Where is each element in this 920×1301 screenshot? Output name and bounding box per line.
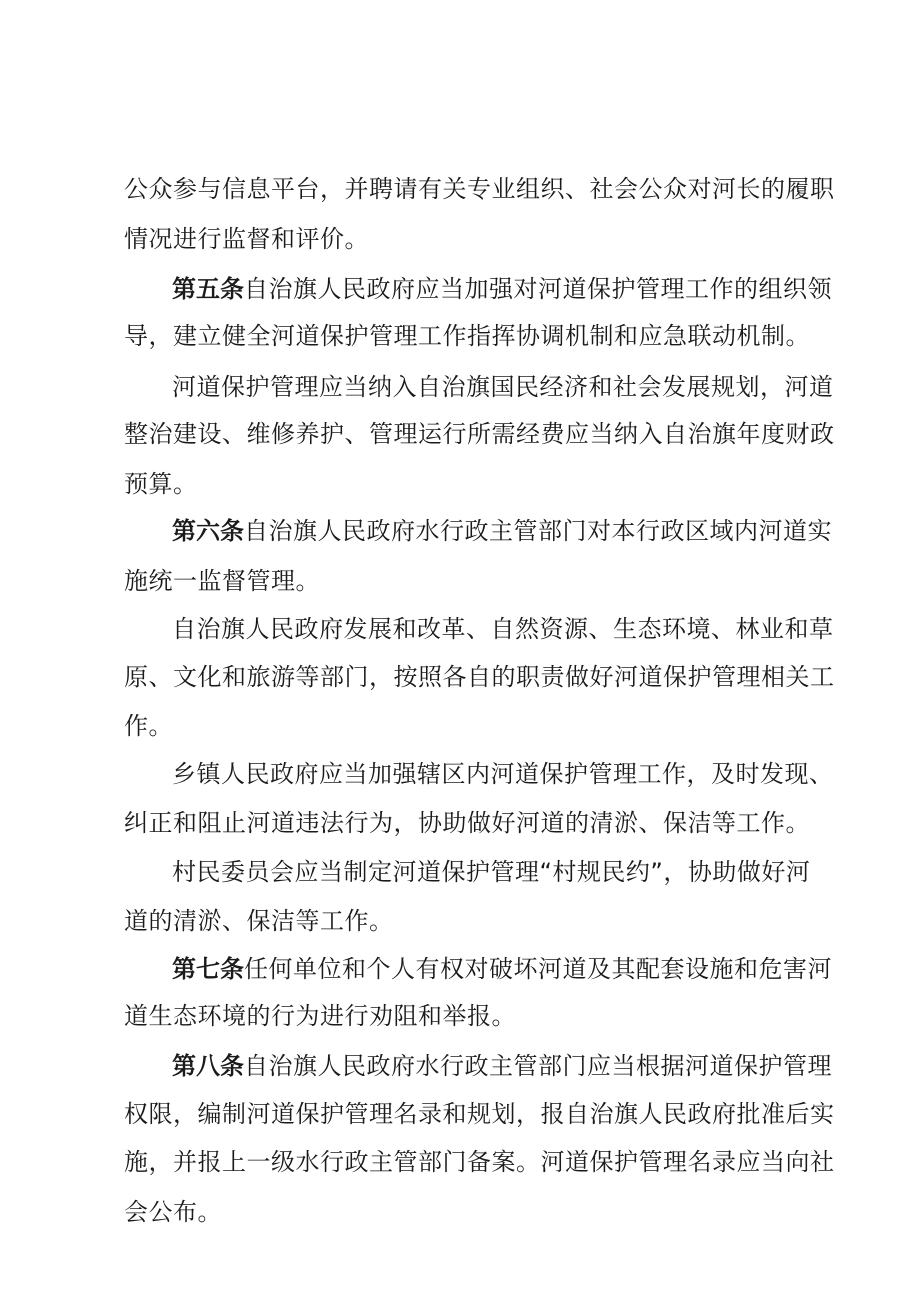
- text-line: [172, 757, 834, 791]
- text-line: [124, 904, 394, 938]
- line-text: 自治旗人民政府水行政主管部门对本行政区域内河道实: [244, 517, 832, 545]
- article-7-first-line: [172, 952, 832, 986]
- line-text: 河道保护管理应当纳入自治旗国民经济和社会发展规划，河道: [172, 373, 834, 401]
- text-line: [124, 999, 516, 1033]
- article-number: 第六条: [172, 517, 244, 545]
- text-line: [124, 172, 835, 206]
- line-text: 道的清淤、保洁等工作。: [124, 907, 394, 935]
- line-text: 公众参与信息平台，并聘请有关专业组织、社会公众对河长的履职: [124, 175, 835, 203]
- text-line: [124, 467, 198, 501]
- text-line: [172, 612, 834, 646]
- line-text: 自治旗人民政府应当加强对河道保护管理工作的组织领: [244, 275, 832, 303]
- line-text: 纠正和阻止河道违法行为，协助做好河道的清淤、保洁等工作。: [124, 809, 810, 837]
- line-text: 自治旗人民政府发展和改革、自然资源、生态环境、林业和草: [172, 615, 834, 643]
- line-text: 任何单位和个人有权对破坏河道及其配套设施和危害河: [244, 955, 832, 983]
- article-number: 第五条: [172, 275, 244, 303]
- text-line: [124, 709, 173, 743]
- article-5-first-line: [172, 272, 832, 306]
- line-text: 施，并报上一级水行政主管部门备案。河道保护管理名录应当向社: [124, 1148, 835, 1176]
- article-number: 第八条: [172, 1052, 244, 1080]
- line-text: 作。: [124, 712, 173, 740]
- line-text: 会公布。: [124, 1198, 222, 1226]
- text-line: [172, 855, 810, 889]
- text-line: [124, 1145, 835, 1179]
- line-text: 预算。: [124, 470, 198, 498]
- text-line: [124, 417, 835, 451]
- line-text: 村民委员会应当制定河道保护管理“村规民约”，协助做好河: [172, 858, 811, 886]
- text-line: [124, 1097, 835, 1131]
- line-text: 道生态环境的行为进行劝阻和举报。: [124, 1002, 516, 1030]
- line-text: 自治旗人民政府水行政主管部门应当根据河道保护管理: [244, 1052, 832, 1080]
- line-text: 导，建立健全河道保护管理工作指挥协调机制和应急联动机制。: [124, 322, 810, 350]
- line-text: 整治建设、维修养护、管理运行所需经费应当纳入自治旗年度财政: [124, 420, 835, 448]
- line-text: 乡镇人民政府应当加强辖区内河道保护管理工作，及时发现、: [172, 760, 834, 788]
- line-text: 原、文化和旅游等部门，按照各自的职责做好河道保护管理相关工: [124, 663, 835, 691]
- line-text: 情况进行监督和评价。: [124, 225, 369, 253]
- text-line: [124, 660, 835, 694]
- text-line: [124, 806, 810, 840]
- text-line: [124, 319, 810, 353]
- article-number: 第七条: [172, 955, 244, 983]
- text-line: [124, 564, 320, 598]
- line-text: 权限，编制河道保护管理名录和规划，报自治旗人民政府批准后实: [124, 1100, 835, 1128]
- article-8-first-line: [172, 1049, 832, 1083]
- article-6-first-line: [172, 514, 832, 548]
- text-line: [124, 1195, 222, 1229]
- text-line: [172, 370, 834, 404]
- line-text: 施统一监督管理。: [124, 567, 320, 595]
- text-line: [124, 222, 369, 256]
